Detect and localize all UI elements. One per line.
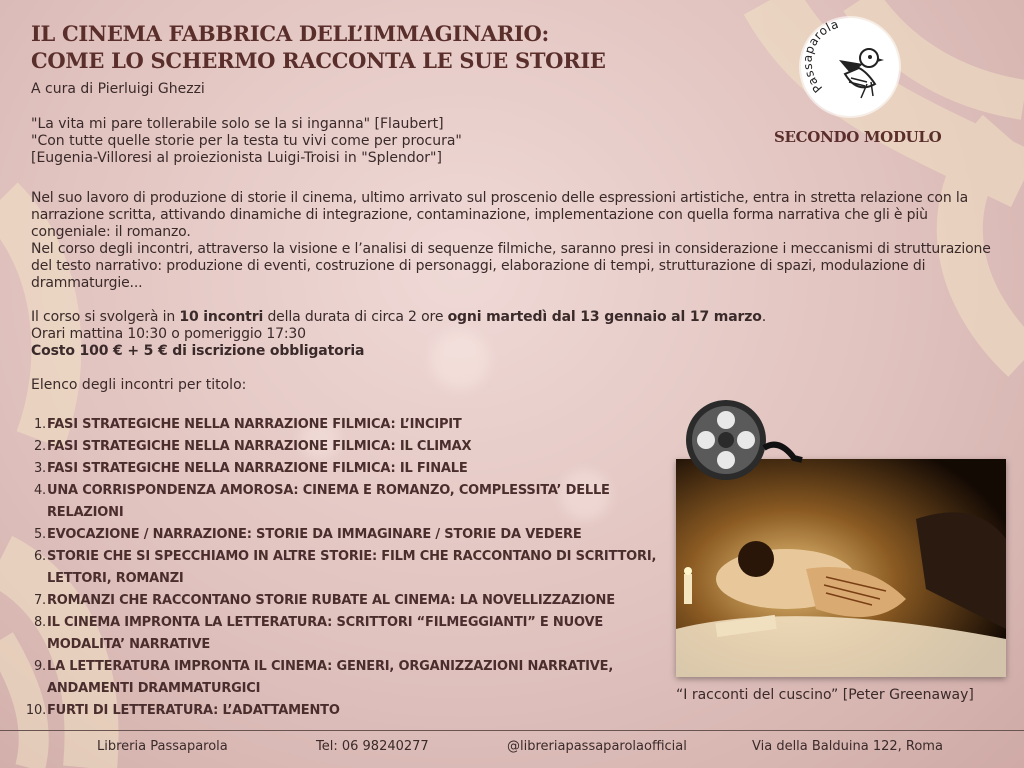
footer-address: Via della Balduina 122, Roma — [752, 739, 943, 754]
list-item: 5. EVOCAZIONE / NARRAZIONE: STORIE DA IMMAGINARE / STORIE DA VEDERE — [33, 527, 582, 542]
course-hours: Orari mattina 10:30 o pomeriggio 17:30 — [31, 326, 306, 342]
list-item: 10. FURTI DI LETTERATURA: L’ADATTAMENTO — [25, 703, 340, 718]
svg-text:Passaparola — [801, 18, 840, 95]
course-cost: Costo 100 € + 5 € di iscrizione obbligatoria — [31, 343, 365, 359]
quote-line: [Eugenia-Villoresi al proiezionista Luigi-Troisi in "Splendor"] — [31, 150, 442, 166]
passaparola-logo — [801, 18, 899, 116]
course-info — [31, 309, 766, 360]
quote-line: "La vita mi pare tollerabile solo se la si inganna" [Flaubert] — [31, 116, 444, 132]
list-item: 7. ROMANZI CHE RACCONTANO STORIE RUBATE AL CINEMA: LA NOVELLIZZAZIONE — [33, 593, 615, 608]
intro-paragraph: Nel suo lavoro di produzione di storie il cinema, ultimo arrivato sul proscenio delle espressioni artistiche, entra in stretta relazione con la narrazione scritta, attivando dinamiche di integrazione, contaminazione, implementazione con quella forma narrativa che gli è più congeniale: il romanzo. — [31, 190, 969, 240]
footer-divider — [0, 730, 1024, 731]
title-line-2: COME LO SCHERMO RACCONTA LE SUE STORIE — [31, 48, 606, 73]
page-title — [31, 20, 606, 74]
module-label: SECONDO MODULO — [774, 128, 942, 146]
list-title: Elenco degli incontri per titolo: — [31, 377, 247, 393]
bird-icon — [801, 18, 899, 116]
intro-text — [31, 190, 991, 292]
footer-shop-name: Libreria Passaparola — [97, 739, 228, 754]
logo-text: Passaparola — [801, 18, 841, 96]
footer-phone: Tel: 06 98240277 — [316, 739, 429, 754]
footer-social: @libreriapassaparolaofficial — [507, 739, 687, 754]
film-still-image — [676, 459, 1006, 677]
meetings-list — [20, 414, 670, 722]
list-item: 1. FASI STRATEGICHE NELLA NARRAZIONE FILMICA: L’INCIPIT — [33, 417, 462, 432]
list-item: 4. UNA CORRISPONDENZA AMOROSA: CINEMA E ROMANZO, COMPLESSITA’ DELLE RELAZIONI — [33, 483, 610, 520]
list-item: 6. STORIE CHE SI SPECCHIAMO IN ALTRE STORIE: FILM CHE RACCONTANO DI SCRITTORI, LETTORI, ROMANZI — [33, 549, 657, 586]
intro-paragraph: Nel corso degli incontri, attraverso la visione e l’analisi di sequenze filmiche, saranno presi in considerazione i meccanismi di strutturazione del testo narrativo: produzione di eventi, costruzione di personaggi, elaborazione di tempi, strutturazione di spazi, modulazione di drammaturgie... — [31, 241, 991, 291]
film-reel-icon — [684, 398, 804, 488]
list-item: 2. FASI STRATEGICHE NELLA NARRAZIONE FILMICA: IL CLIMAX — [33, 439, 472, 454]
list-item: 9. LA LETTERATURA IMPRONTA IL CINEMA: GENERI, ORGANIZZAZIONI NARRATIVE, ANDAMENTI DRAMMATURGICI — [33, 659, 614, 696]
quotes-block — [31, 116, 462, 167]
title-line-1: IL CINEMA FABBRICA DELL’IMMAGINARIO: — [31, 21, 549, 46]
quote-line: "Con tutte quelle storie per la testa tu vivi come per procura" — [31, 133, 462, 149]
list-item: 3. FASI STRATEGICHE NELLA NARRAZIONE FILMICA: IL FINALE — [33, 461, 468, 476]
photo-caption: “I racconti del cuscino” [Peter Greenaway] — [676, 687, 974, 703]
list-item: 8. IL CINEMA IMPRONTA LA LETTERATURA: SCRITTORI “FILMEGGIANTI” E NUOVE MODALITA’ NARRATIVE — [33, 615, 604, 652]
course-schedule: Il corso si svolgerà in 10 incontri della durata di circa 2 ore ogni martedì dal 13 gennaio al 17 marzo. — [31, 309, 767, 325]
curator-line: A cura di Pierluigi Ghezzi — [31, 81, 205, 97]
